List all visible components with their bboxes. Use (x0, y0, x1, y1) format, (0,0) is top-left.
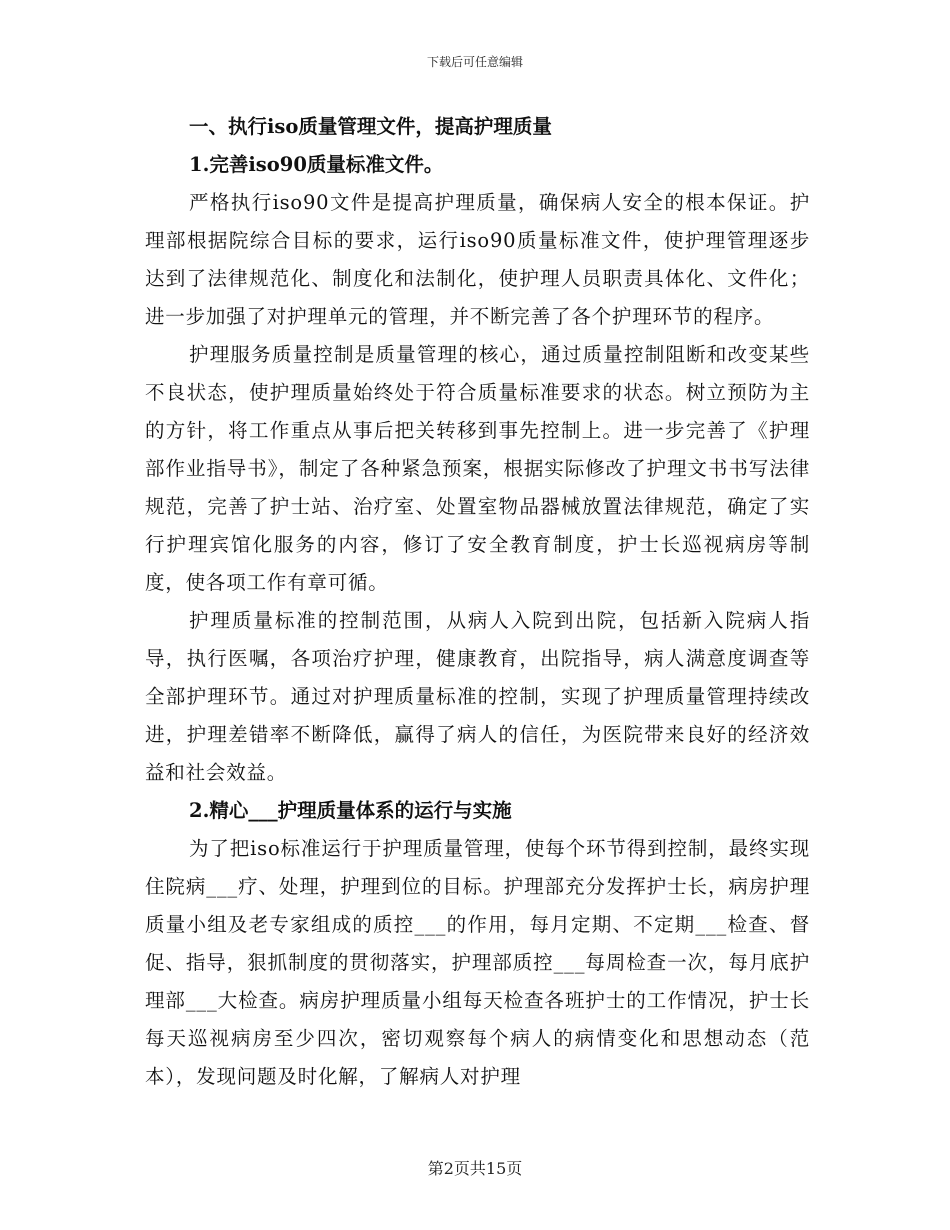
paragraph: 护理服务质量控制是质量管理的核心，通过质量控制阻断和改变某些不良状态，使护理质量始终处于符合质量标准要求的状态。树立预防为主的方针，将工作重点从事后把关转移到事先控制上。进一步完善了《护理部作业指导书》，制定了各种紧急预案，根据实际修改了护理文书书写法律规范，完善了护士站、治疗室、处置室物品器械放置法律规范，确定了实行护理宾馆化服务的内容，修订了安全教育制度，护士长巡视病房等制度，使各项工作有章可循。 (145, 343, 810, 594)
section-heading: 一、执行iso质量管理文件，提高护理质量 (189, 115, 552, 138)
page-header: 下载后可任意编辑 (426, 55, 523, 69)
paragraph: 严格执行iso90文件是提高护理质量，确保病人安全的根本保证。护理部根据院综合目标的要求，运行iso90质量标准文件，使护理管理逐步达到了法律规范化、制度化和法制化，使护理人员职责具体化、文件化；进一步加强了对护理单元的管理，并不断完善了各个护理环节的程序。 (145, 191, 810, 328)
paragraph: 护理质量标准的控制范围，从病人入院到出院，包括新入院病人指导，执行医嘱，各项治疗护理，健康教育，出院指导，病人满意度调查等全部护理环节。通过对护理质量标准的控制，实现了护理质量管理持续改进，护理差错率不断降低，赢得了病人的信任，为医院带来良好的经济效益和社会效益。 (145, 609, 810, 784)
subsection-heading-1: 1.完善iso90质量标准文件。 (189, 153, 444, 176)
paragraph: 为了把iso标准运行于护理质量管理，使每个环节得到控制，最终实现住院病___疗、处理，护理到位的目标。护理部充分发挥护士长，病房护理质量小组及老专家组成的质控___的作用，每月定期、不定期___检查、督促、指导，狠抓制度的贯彻落实，护理部质控___每周检查一次，每月底护理部___大检查。病房护理质量小组每天检查各班护士的工作情况，护士长每天巡视病房至少四次，密切观察每个病人的病情变化和思想动态（范本），发现问题及时化解，了解病人对护理 (145, 837, 811, 1088)
document-body (145, 108, 810, 1096)
page-footer: 第2页共15页 (427, 1159, 523, 1178)
subsection-heading-2: 2.精心___护理质量体系的运行与实施 (189, 799, 512, 822)
